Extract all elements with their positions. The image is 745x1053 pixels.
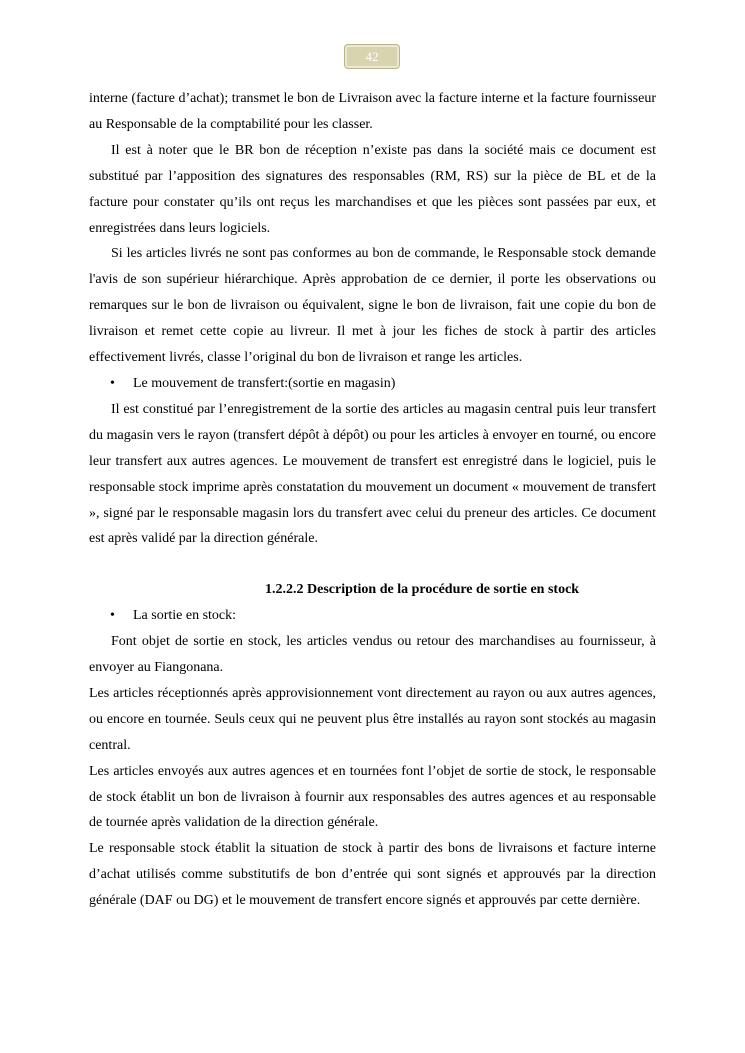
bullet-item-transfert xyxy=(89,371,656,397)
paragraph-sortie-objet: Font objet de sortie en stock, les articles vendus ou retour des marchandises au fournisseur, à envoyer au Fiangonana. xyxy=(89,634,656,676)
paragraph-continuation: interne (facture d’achat); transmet le bon de Livraison avec la facture interne et la facture fournisseur au Responsable de la comptabilité pour les classer. xyxy=(89,91,656,132)
paragraph-non-conform: Si les articles livrés ne sont pas conformes au bon de commande, le Responsable stock demande l'avis de son supérieur hiérarchique. Après approbation de ce dernier, il porte les observations ou remarques sur le bon de livraison ou équivalent, signe le bon de livraison, fait une copie du bon de livraison et remet cette copie au livreur. Il met à jour les fiches de stock à partir des articles effectivement livrés, classe l’original du bon de livraison et range les articles. xyxy=(89,246,656,366)
paragraph-articles-receptionnes: Les articles réceptionnés après approvisionnement vont directement au rayon ou aux autres agences, ou encore en tournée. Seuls ceux qui ne peuvent plus être installés au rayon sont stockés au magasin central. xyxy=(89,685,656,753)
bullet-icon: • xyxy=(110,375,115,391)
paragraph-br-note: Il est à noter que le BR bon de réception n’existe pas dans la société mais ce document est substitué par l’apposition des signatures des responsables (RM, RS) sur la pièce de BL et de la facture pour constater qu’ils ont reçus les marchandises et que les pièces sont passées par eux, et enregistrées dans leurs logiciels. xyxy=(89,142,656,236)
bullet-label: La sortie en stock: xyxy=(133,608,237,624)
paragraph-situation-stock: Le responsable stock établit la situation de stock à partir des bons de livraisons et facture interne d’achat utilisés comme substitutifs de bon d’entrée qui sont signés et approuvés par la direction générale (DAF ou DG) et le mouvement de transfert encore signés et approuvés par cette dernière. xyxy=(89,841,656,909)
bullet-label: Le mouvement de transfert:(sortie en magasin) xyxy=(133,375,396,391)
paragraph-transfert: Il est constitué par l’enregistrement de la sortie des articles au magasin central puis leur transfert du magasin vers le rayon (transfert dépôt à dépôt) ou pour les articles à envoyer en tourné, ou encore leur transfert aux autres agences. Le mouvement de transfert est enregistré dans le logiciel, puis le responsable stock imprime après constatation du mouvement un document « mouvement de transfert », signé par le responsable magasin lors du transfert avec celui du preneur des articles. Ce document est après validé par la direction générale. xyxy=(89,401,656,547)
section-heading: 1.2.2.2 Description de la procédure de sortie en stock xyxy=(265,582,580,598)
bullet-item-sortie xyxy=(89,603,656,629)
paragraph-articles-envoyes: Les articles envoyés aux autres agences et en tournées font l’objet de sortie de stock, le responsable de stock établit un bon de livraison à fournir aux responsables des autres agences et au responsable de tournée après validation de la direction générale. xyxy=(89,763,656,831)
page-number-badge: 42 xyxy=(344,44,400,69)
bullet-icon: • xyxy=(110,608,115,624)
document-body xyxy=(89,86,656,914)
